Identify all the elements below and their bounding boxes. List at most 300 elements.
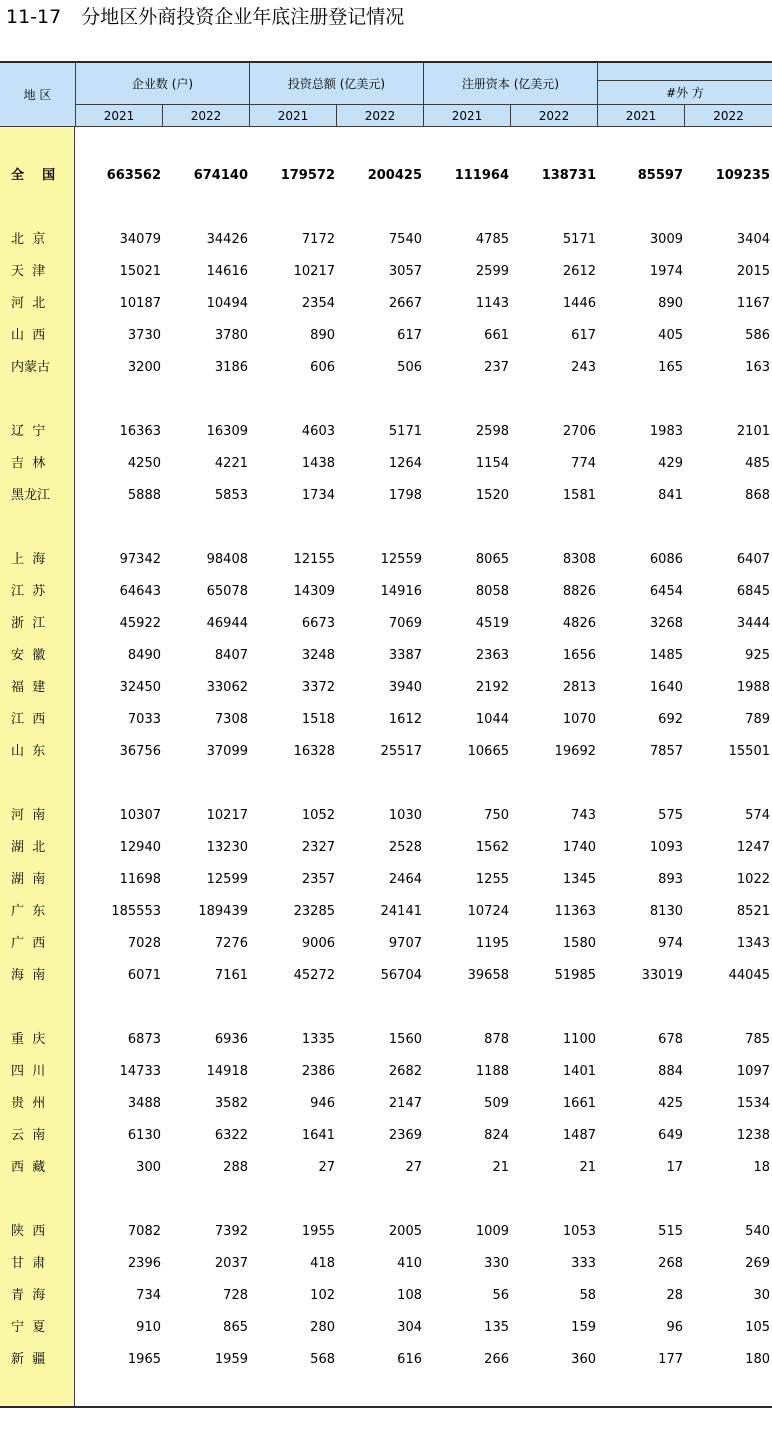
table-cell: 7069 (388, 616, 422, 631)
table-cell: 13230 (206, 840, 248, 855)
header-region: 地 区 (0, 63, 76, 127)
table-cell: 185553 (111, 904, 161, 919)
table-cell: 2147 (388, 1096, 422, 1111)
table-row (0, 966, 772, 986)
table-row (0, 646, 772, 666)
table-cell: 179572 (280, 168, 335, 183)
table-cell: 1052 (301, 808, 335, 823)
table-cell: 3372 (301, 680, 335, 695)
table-cell: 2369 (388, 1128, 422, 1143)
table-cell: 7172 (301, 232, 335, 247)
table-row (0, 1094, 772, 1114)
table-cell: 1097 (736, 1064, 770, 1079)
table-cell: 6322 (214, 1128, 248, 1143)
table-cell: 200425 (367, 168, 422, 183)
region-name: 浙 江 (11, 616, 46, 631)
table-cell: 1345 (562, 872, 596, 887)
table-cell: 3730 (127, 328, 161, 343)
table-cell: 743 (571, 808, 596, 823)
region-name: 内蒙古 (11, 360, 51, 375)
table-cell: 878 (484, 1032, 509, 1047)
table-cell: 661 (484, 328, 509, 343)
table-cell: 6130 (127, 1128, 161, 1143)
table-cell: 910 (136, 1320, 161, 1335)
table-row (0, 326, 772, 346)
table-cell: 2598 (475, 424, 509, 439)
table-cell: 774 (571, 456, 596, 471)
header-registered-capital: 注册资本 (亿美元) (424, 63, 598, 105)
header-year: 2021 (250, 105, 337, 127)
table-cell: 3200 (127, 360, 161, 375)
table-cell: 3009 (649, 232, 683, 247)
table-cell: 360 (571, 1352, 596, 1367)
table-cell: 2386 (301, 1064, 335, 1079)
table-cell: 3582 (214, 1096, 248, 1111)
table-row (0, 902, 772, 922)
table-cell: 98408 (206, 552, 248, 567)
table-cell: 7276 (214, 936, 248, 951)
table-row (0, 806, 772, 826)
table-cell: 2599 (475, 264, 509, 279)
table-cell: 34426 (206, 232, 248, 247)
table-cell: 1195 (475, 936, 509, 951)
table-cell: 58 (579, 1288, 596, 1303)
region-name: 西 藏 (11, 1160, 46, 1175)
table-cell: 617 (397, 328, 422, 343)
region-name: 山 西 (11, 328, 46, 343)
table-cell: 974 (658, 936, 683, 951)
table-cell: 1661 (562, 1096, 596, 1111)
table-cell: 36756 (119, 744, 161, 759)
table-cell: 405 (658, 328, 683, 343)
region-name: 海 南 (11, 968, 46, 983)
header-year: 2022 (511, 105, 598, 127)
table-cell: 1401 (562, 1064, 596, 1079)
table-cell: 11363 (554, 904, 596, 919)
table-row (0, 166, 772, 186)
table-cell: 890 (658, 296, 683, 311)
table-cell: 15021 (119, 264, 161, 279)
table-cell: 7392 (214, 1224, 248, 1239)
table-cell: 8407 (214, 648, 248, 663)
table-cell: 1167 (736, 296, 770, 311)
table-cell: 2813 (562, 680, 596, 695)
table-cell: 102 (310, 1288, 335, 1303)
table-cell: 268 (658, 1256, 683, 1271)
table-cell: 1641 (301, 1128, 335, 1143)
table-cell: 21 (579, 1160, 596, 1175)
table-cell: 5171 (562, 232, 596, 247)
table-cell: 14616 (206, 264, 248, 279)
table-cell: 1485 (649, 648, 683, 663)
table-cell: 4785 (475, 232, 509, 247)
table-cell: 8826 (562, 584, 596, 599)
table-cell: 2192 (475, 680, 509, 695)
table-cell: 8308 (562, 552, 596, 567)
table-cell: 39658 (467, 968, 509, 983)
region-name: 贵 州 (11, 1096, 46, 1111)
table-cell: 3387 (388, 648, 422, 663)
table-row (0, 614, 772, 634)
table-cell: 4250 (127, 456, 161, 471)
table-cell: 3186 (214, 360, 248, 375)
table-cell: 575 (658, 808, 683, 823)
table-cell: 10187 (119, 296, 161, 311)
table-cell: 1560 (388, 1032, 422, 1047)
table-cell: 3444 (736, 616, 770, 631)
table-cell: 1335 (301, 1032, 335, 1047)
table-cell: 678 (658, 1032, 683, 1047)
table-row (0, 358, 772, 378)
table-cell: 1143 (475, 296, 509, 311)
table-cell: 674140 (193, 168, 248, 183)
table-cell: 2005 (388, 1224, 422, 1239)
table-cell: 7033 (127, 712, 161, 727)
table-cell: 410 (397, 1256, 422, 1271)
table-row (0, 422, 772, 442)
region-name: 重 庆 (11, 1032, 46, 1047)
table-row (0, 486, 772, 506)
region-name: 湖 北 (11, 840, 46, 855)
table-cell: 33019 (641, 968, 683, 983)
table-cell: 925 (745, 648, 770, 663)
table-cell: 4826 (562, 616, 596, 631)
table-row (0, 934, 772, 954)
table-cell: 2612 (562, 264, 596, 279)
table-cell: 333 (571, 1256, 596, 1271)
table-cell: 1520 (475, 488, 509, 503)
table-cell: 429 (658, 456, 683, 471)
header-year: 2022 (685, 105, 772, 127)
table-cell: 1640 (649, 680, 683, 695)
table-row (0, 1350, 772, 1370)
region-name: 江 西 (11, 712, 46, 727)
table-cell: 180 (745, 1352, 770, 1367)
table-cell: 734 (136, 1288, 161, 1303)
table-cell: 1656 (562, 648, 596, 663)
region-name: 四 川 (11, 1064, 46, 1079)
table-cell: 269 (745, 1256, 770, 1271)
table-cell: 105 (745, 1320, 770, 1335)
table-cell: 138731 (541, 168, 596, 183)
table-cell: 2363 (475, 648, 509, 663)
table-cell: 1965 (127, 1352, 161, 1367)
region-name: 全 国 (11, 168, 56, 183)
table-cell: 111964 (454, 168, 509, 183)
table-cell: 237 (484, 360, 509, 375)
table-row (0, 1222, 772, 1242)
table-cell: 890 (310, 328, 335, 343)
table-cell: 12559 (380, 552, 422, 567)
table-cell: 1188 (475, 1064, 509, 1079)
table-cell: 280 (310, 1320, 335, 1335)
table-cell: 8065 (475, 552, 509, 567)
table-row (0, 710, 772, 730)
table-cell: 1438 (301, 456, 335, 471)
table-cell: 30 (753, 1288, 770, 1303)
table-cell: 4519 (475, 616, 509, 631)
table-cell: 574 (745, 808, 770, 823)
table-cell: 2667 (388, 296, 422, 311)
table-cell: 51985 (554, 968, 596, 983)
table-cell: 28 (666, 1288, 683, 1303)
table-cell: 485 (745, 456, 770, 471)
region-name: 云 南 (11, 1128, 46, 1143)
table-cell: 10494 (206, 296, 248, 311)
table-cell: 1022 (736, 872, 770, 887)
table-cell: 2682 (388, 1064, 422, 1079)
region-name: 陕 西 (11, 1224, 46, 1239)
region-name: 河 北 (11, 296, 46, 311)
table-cell: 2706 (562, 424, 596, 439)
table-row (0, 1286, 772, 1306)
table-cell: 692 (658, 712, 683, 727)
table-cell: 606 (310, 360, 335, 375)
table-cell: 6845 (736, 584, 770, 599)
table-cell: 865 (223, 1320, 248, 1335)
table-cell: 45922 (119, 616, 161, 631)
table-cell: 540 (745, 1224, 770, 1239)
region-name: 甘 肃 (11, 1256, 46, 1271)
header-year: 2022 (337, 105, 424, 127)
table-cell: 1581 (562, 488, 596, 503)
table-cell: 64643 (119, 584, 161, 599)
region-name: 北 京 (11, 232, 46, 247)
header-foreign-party: #外 方 (598, 81, 772, 105)
table-cell: 1264 (388, 456, 422, 471)
table-row (0, 230, 772, 250)
table-cell: 27 (318, 1160, 335, 1175)
region-name: 上 海 (11, 552, 46, 567)
table-cell: 7161 (214, 968, 248, 983)
table-cell: 300 (136, 1160, 161, 1175)
table-cell: 1518 (301, 712, 335, 727)
table-cell: 45272 (293, 968, 335, 983)
table-row (0, 262, 772, 282)
table-row (0, 1254, 772, 1274)
table-cell: 165 (658, 360, 683, 375)
table-cell: 1988 (736, 680, 770, 695)
table-cell: 3404 (736, 232, 770, 247)
table-cell: 14309 (293, 584, 335, 599)
table-cell: 4603 (301, 424, 335, 439)
table-cell: 1255 (475, 872, 509, 887)
table-cell: 1070 (562, 712, 596, 727)
region-name: 河 南 (11, 808, 46, 823)
table-cell: 586 (745, 328, 770, 343)
table-cell: 7857 (649, 744, 683, 759)
table-cell: 785 (745, 1032, 770, 1047)
table-cell: 46944 (206, 616, 248, 631)
table-cell: 19692 (554, 744, 596, 759)
table-cell: 1612 (388, 712, 422, 727)
region-column (0, 127, 75, 1406)
table-cell: 1446 (562, 296, 596, 311)
table-cell: 663562 (106, 168, 161, 183)
table-cell: 27 (405, 1160, 422, 1175)
table-cell: 1009 (475, 1224, 509, 1239)
table-cell: 5888 (127, 488, 161, 503)
table-cell: 1093 (649, 840, 683, 855)
page-title (6, 2, 404, 32)
table-cell: 1100 (562, 1032, 596, 1047)
table-cell: 6407 (736, 552, 770, 567)
table-cell: 189439 (198, 904, 248, 919)
table-row (0, 1318, 772, 1338)
table-cell: 16328 (293, 744, 335, 759)
table-cell: 330 (484, 1256, 509, 1271)
table-cell: 10217 (293, 264, 335, 279)
table-cell: 14733 (119, 1064, 161, 1079)
region-name: 辽 宁 (11, 424, 46, 439)
table-cell: 12940 (119, 840, 161, 855)
table-cell: 2528 (388, 840, 422, 855)
table-cell: 1734 (301, 488, 335, 503)
table-cell: 3940 (388, 680, 422, 695)
table-cell: 3057 (388, 264, 422, 279)
header-year: 2021 (598, 105, 685, 127)
table-cell: 568 (310, 1352, 335, 1367)
table-cell: 266 (484, 1352, 509, 1367)
table-row (0, 742, 772, 762)
table-cell: 17 (666, 1160, 683, 1175)
region-name: 湖 南 (11, 872, 46, 887)
table-cell: 304 (397, 1320, 422, 1335)
region-name: 吉 林 (11, 456, 46, 471)
table-cell: 7028 (127, 936, 161, 951)
table-cell: 9707 (388, 936, 422, 951)
table-cell: 56 (492, 1288, 509, 1303)
table-cell: 2327 (301, 840, 335, 855)
table-cell: 418 (310, 1256, 335, 1271)
table-cell: 135 (484, 1320, 509, 1335)
table-cell: 1053 (562, 1224, 596, 1239)
table-cell: 6936 (214, 1032, 248, 1047)
table-cell: 109235 (715, 168, 770, 183)
table-cell: 8521 (736, 904, 770, 919)
header-total-investment: 投资总额 (亿美元) (250, 63, 424, 105)
table-cell: 32450 (119, 680, 161, 695)
table-cell: 1955 (301, 1224, 335, 1239)
table-cell: 1798 (388, 488, 422, 503)
table-cell: 12599 (206, 872, 248, 887)
table-cell: 1983 (649, 424, 683, 439)
table-cell: 10307 (119, 808, 161, 823)
table-header (0, 63, 772, 127)
header-year: 2022 (163, 105, 250, 127)
table-cell: 1534 (736, 1096, 770, 1111)
table-cell: 8058 (475, 584, 509, 599)
table-cell: 65078 (206, 584, 248, 599)
table-cell: 56704 (380, 968, 422, 983)
table-cell: 3248 (301, 648, 335, 663)
table-cell: 425 (658, 1096, 683, 1111)
table-cell: 515 (658, 1224, 683, 1239)
table-cell: 1974 (649, 264, 683, 279)
table-row (0, 582, 772, 602)
region-name: 福 建 (11, 680, 46, 695)
table-cell: 1247 (736, 840, 770, 855)
table-cell: 6454 (649, 584, 683, 599)
table-cell: 18 (753, 1160, 770, 1175)
table-row (0, 838, 772, 858)
table-cell: 4221 (214, 456, 248, 471)
table-cell: 14916 (380, 584, 422, 599)
table-cell: 1562 (475, 840, 509, 855)
table-cell: 177 (658, 1352, 683, 1367)
table-cell: 8490 (127, 648, 161, 663)
table-cell: 10724 (467, 904, 509, 919)
table-cell: 3780 (214, 328, 248, 343)
table-cell: 893 (658, 872, 683, 887)
table-row (0, 550, 772, 570)
table-cell: 1487 (562, 1128, 596, 1143)
table-cell: 3268 (649, 616, 683, 631)
table-cell: 2037 (214, 1256, 248, 1271)
region-name: 宁 夏 (11, 1320, 46, 1335)
table-cell: 8130 (649, 904, 683, 919)
table-cell: 10665 (467, 744, 509, 759)
region-name: 天 津 (11, 264, 46, 279)
table-cell: 868 (745, 488, 770, 503)
table-cell: 1238 (736, 1128, 770, 1143)
table-cell: 789 (745, 712, 770, 727)
table-cell: 243 (571, 360, 596, 375)
table-row (0, 1158, 772, 1178)
region-name: 广 西 (11, 936, 46, 951)
table-cell: 2396 (127, 1256, 161, 1271)
table-cell: 509 (484, 1096, 509, 1111)
table-cell: 6673 (301, 616, 335, 631)
table-cell: 5171 (388, 424, 422, 439)
table-cell: 11698 (119, 872, 161, 887)
table-cell: 44045 (728, 968, 770, 983)
bottom-rule (0, 1406, 772, 1408)
table-cell: 3488 (127, 1096, 161, 1111)
table-cell: 6873 (127, 1032, 161, 1047)
table-cell: 16309 (206, 424, 248, 439)
table-cell: 7308 (214, 712, 248, 727)
table-cell: 288 (223, 1160, 248, 1175)
table-cell: 33062 (206, 680, 248, 695)
table-cell: 2101 (736, 424, 770, 439)
region-name: 青 海 (11, 1288, 46, 1303)
region-name: 山 东 (11, 744, 46, 759)
table-cell: 10217 (206, 808, 248, 823)
table-cell: 750 (484, 808, 509, 823)
table-cell: 841 (658, 488, 683, 503)
table-cell: 617 (571, 328, 596, 343)
table-cell: 5853 (214, 488, 248, 503)
table-cell: 21 (492, 1160, 509, 1175)
table-cell: 108 (397, 1288, 422, 1303)
table-cell: 649 (658, 1128, 683, 1143)
table-cell: 7540 (388, 232, 422, 247)
table-cell: 159 (571, 1320, 596, 1335)
table-cell: 6086 (649, 552, 683, 567)
table-cell: 2015 (736, 264, 770, 279)
table-cell: 1343 (736, 936, 770, 951)
region-name: 广 东 (11, 904, 46, 919)
table-title: 分地区外商投资企业年底注册登记情况 (81, 6, 405, 28)
table-cell: 37099 (206, 744, 248, 759)
header-capital-blank (598, 63, 772, 81)
table-row (0, 870, 772, 890)
table-cell: 96 (666, 1320, 683, 1335)
table-cell: 946 (310, 1096, 335, 1111)
table-row (0, 294, 772, 314)
region-name: 黑龙江 (11, 488, 51, 503)
